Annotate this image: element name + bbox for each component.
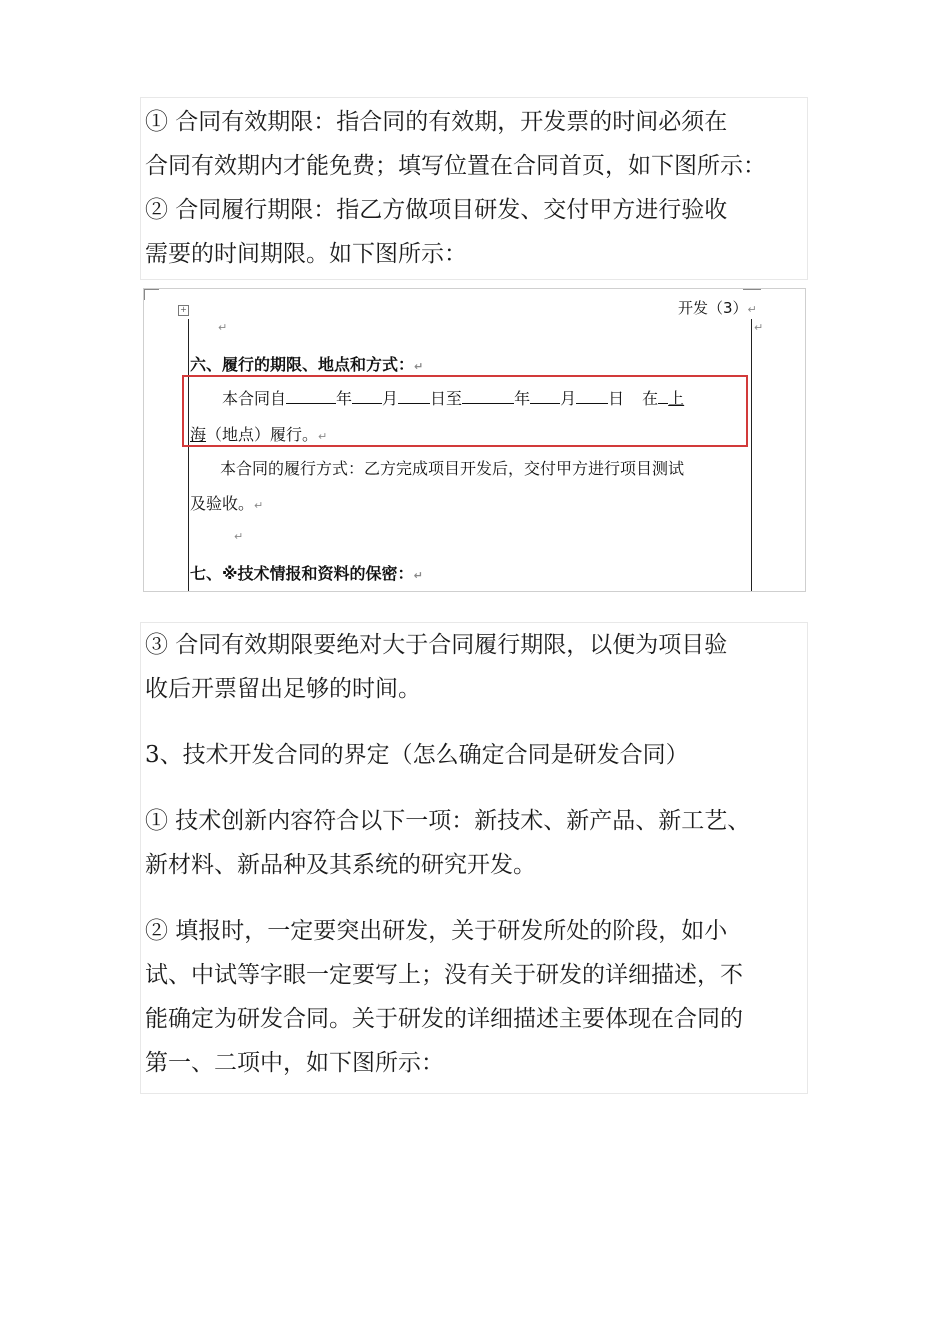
paragraph-mark-icon: ↵ [218,321,228,334]
paragraph-line: 能确定为研发合同。关于研发的详细描述主要体现在合同的 [145,1006,743,1032]
performance-method-line: 本合同的履行方式：乙方完成项目开发后，交付甲方进行项目测试 [220,459,685,478]
text-block-definition [140,622,808,1094]
paragraph-line: ③ 合同有效期限要绝对大于合同履行期限，以便为项目验 [145,632,728,658]
paragraph-line: 需要的时间期限。如下图所示： [145,241,467,267]
paragraph-line: ① 技术创新内容符合以下一项：新技术、新产品、新工艺、 [145,808,751,834]
paragraph-line: 试、中试等字眼一定要写上；没有关于研发的详细描述，不 [145,962,743,988]
paragraph-line: ② 填报时，一定要突出研发，关于研发所处的阶段，如小 [145,918,728,944]
section-seven-title: 七、※技术情报和资料的保密： [190,564,414,583]
date-blank [352,389,382,404]
contract-period-line [222,386,684,409]
contract-screenshot-figure [143,288,806,592]
contract-text: 及验收。 [190,494,255,513]
contract-text: 月 [560,389,577,408]
contract-text: 年 [336,389,353,408]
paragraph-mark-icon: ↵ [254,499,264,512]
paragraph-mark-icon: ↵ [414,360,424,373]
paragraph-mark-icon: ↵ [318,430,328,443]
section-six-heading [190,352,423,375]
section-seven-heading [190,561,423,584]
page-header [678,297,757,318]
paragraph-gap [141,711,807,733]
contract-text: （地点）履行。 [206,425,319,444]
paragraph-line: 新材料、新品种及其系统的研究开发。 [145,852,536,878]
section-six-title: 六、履行的期限、地点和方式： [190,355,415,374]
page-header-text: 开发（3） [678,299,748,317]
contract-text: 年 [514,389,531,408]
paragraph-line: ① 合同有效期限：指合同的有效期，开发票的时间必须在 [145,109,728,135]
paragraph-line: 3、技术开发合同的界定（怎么确定合同是研发合同） [145,742,689,768]
paragraph-line: 合同有效期内才能免费；填写位置在合同首页，如下图所示： [145,153,766,179]
date-blank [462,389,514,404]
paragraph-mark-icon: ↵ [234,530,244,543]
place-text: 上 [668,389,685,408]
paragraph-line: 收后开票留出足够的时间。 [145,676,421,702]
paragraph-mark-icon: ↵ [413,569,423,582]
date-blank [286,389,336,404]
contract-text: 月 [382,389,399,408]
contract-text: 日 [608,389,625,408]
performance-method-line [190,491,263,514]
crop-mark [144,289,159,300]
paragraph-gap [141,887,807,909]
date-blank [530,389,560,404]
contract-text: 日至 [430,389,463,408]
paragraph-gap [141,777,807,799]
date-blank [398,389,430,404]
place-blank [658,389,668,404]
place-text: 海 [190,425,207,444]
paragraph-line: ② 合同履行期限：指乙方做项目研发、交付甲方进行验收 [145,197,728,223]
paragraph-mark-icon: ↵ [747,303,757,316]
contract-place-line [190,422,327,445]
contract-text: 本合同自 [222,389,287,408]
paragraph-mark-icon: ↵ [754,321,764,334]
table-move-handle-icon: + [178,305,189,316]
text-block-validity [140,97,808,280]
date-blank [576,389,608,404]
contract-text: 在 [642,389,659,408]
paragraph-line: 第一、二项中，如下图所示： [145,1050,444,1076]
